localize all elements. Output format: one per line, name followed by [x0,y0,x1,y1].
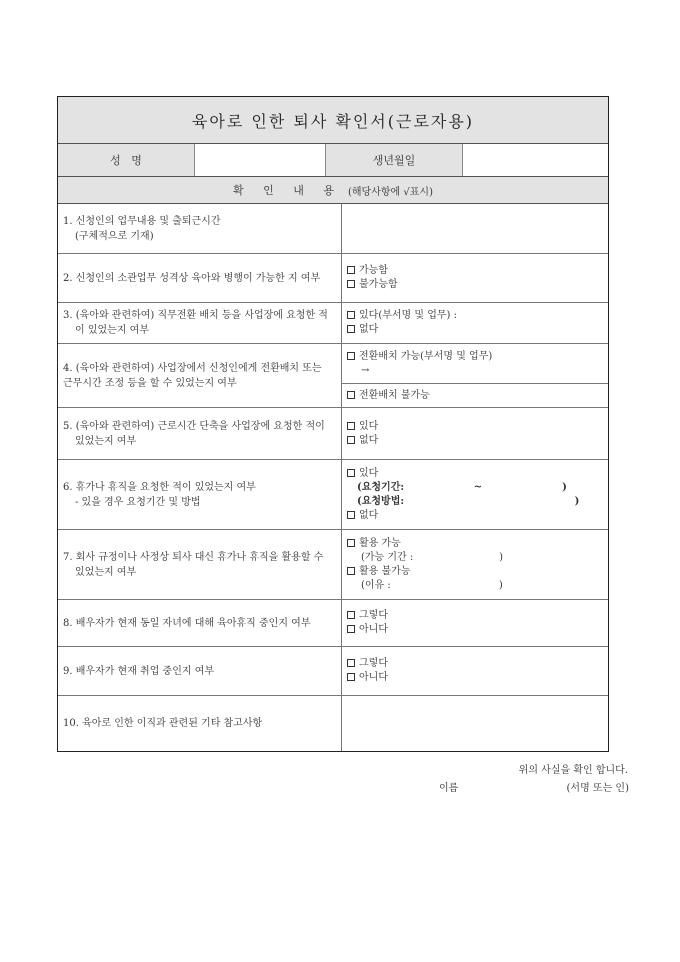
checkbox[interactable] [347,673,355,681]
section-header [58,177,608,204]
checkbox[interactable] [347,266,355,274]
request-method-field[interactable]: (요청방법: ) [357,495,580,507]
checkbox[interactable] [347,352,355,360]
answer-cell [342,254,608,302]
question-line: 1. 신청인의 업무내용 및 출퇴근시간 [63,215,221,227]
option-label: 불가능함 [359,279,398,290]
checkbox[interactable] [347,625,355,633]
answer-cell [342,460,608,529]
question-text [58,204,342,253]
question-text [58,600,342,646]
option-label: 활용 불가능 [359,565,411,577]
answer-cell [342,303,608,343]
option-yes[interactable] [347,657,603,671]
birthdate-field[interactable] [463,144,608,176]
question-text [58,460,342,529]
option-label: 전환배치 불가능 [359,389,430,401]
option-label: 아니다 [359,624,388,635]
question-row-3 [58,303,608,344]
question-row-8 [58,600,608,647]
option-not-usable[interactable] [347,565,603,579]
section-label: 확 인 내 용 [233,184,342,197]
form-title: 육아로 인한 퇴사 확인서(근로자용) [58,97,608,144]
answer-field-10[interactable] [342,696,608,751]
confirmation-form [57,96,609,752]
applicant-info-row [58,144,608,177]
question-line: 2. 신청인의 소관업무 성격상 육아와 병행이 가능한 지 여부 [63,272,321,284]
reason-field[interactable]: (이유 : ) [361,579,503,591]
answer-cell [342,600,608,646]
option-no[interactable] [347,323,603,337]
option-label: 활용 가능 [359,537,401,549]
question-row-10 [58,696,608,751]
question-row-7 [58,530,608,600]
question-line: 있었는지 여부 [75,435,137,447]
question-row-9 [58,647,608,696]
question-line: 3. (육아와 관련하여) 직무전환 배치 등을 사업장에 요청한 적 [63,310,328,321]
checkbox[interactable] [347,611,355,619]
checkbox[interactable] [347,511,355,519]
possible-period-field[interactable]: (가능 기간 : ) [361,551,503,563]
question-text [58,344,342,407]
question-text [58,696,342,751]
option-yes[interactable] [347,420,603,434]
option-label: 있다 [359,420,379,432]
option-usable[interactable] [347,537,603,551]
question-line: (구체적으로 기재) [75,230,154,242]
option-label: 그렇다 [359,658,388,669]
birthdate-label: 생년월일 [326,144,463,176]
confirmation-statement: 위의 사실을 확인 합니다. [518,765,628,776]
checkbox[interactable] [347,422,355,430]
section-note: (해당사항에 √표시) [348,186,433,198]
question-line: 6. 휴가나 휴직을 요청한 적이 있었는지 여부 [63,481,256,493]
question-text [58,408,342,459]
checkbox[interactable] [347,539,355,547]
option-yes[interactable] [347,309,603,323]
option-label: 아니다 [359,672,388,683]
request-period-field[interactable]: (요청기간: ~ ) [357,481,567,493]
checkbox[interactable] [347,391,355,399]
option-label: 없다 [359,434,379,446]
question-line: 10. 육아로 인한 이직과 관련된 기타 참고사항 [63,718,263,729]
checkbox[interactable] [347,567,355,575]
checkbox[interactable] [347,436,355,444]
question-text [58,303,342,343]
option-no[interactable] [347,671,603,685]
option-label: 있다 [359,467,379,479]
question-line: 7. 회사 규정이나 사정상 퇴사 대신 휴가나 휴직을 활용할 수 [63,551,324,563]
question-line: 근무시간 조정 등을 할 수 있었는지 여부 [63,377,237,389]
signer-name-label: 이름 [439,783,459,794]
option-label: 전환배치 가능(부서명 및 업무) [359,350,493,362]
question-text [58,254,342,302]
question-line: 9. 배우자가 현재 취업 중인지 여부 [63,665,215,677]
answer-part [342,384,608,407]
question-text [58,530,342,599]
question-row-2 [58,254,608,303]
question-line: 8. 배우자가 현재 동일 자녀에 대해 육아휴직 중인지 여부 [63,617,311,629]
option-possible[interactable] [347,264,603,278]
signature-label[interactable]: (서명 또는 인) [566,783,629,794]
option-yes[interactable] [347,609,603,623]
option-label: 있다(부서명 및 업무) : [359,310,457,321]
option-label: 가능함 [359,265,388,276]
option-label: 없다 [359,509,379,521]
question-row-5 [58,408,608,460]
checkbox[interactable] [347,659,355,667]
question-line: 있었는지 여부 [75,566,137,578]
option-label: 그렇다 [359,610,388,621]
checkbox[interactable] [347,311,355,319]
question-row-4 [58,344,608,408]
checkbox[interactable] [347,469,355,477]
option-transfer-possible[interactable] [347,350,603,364]
question-row-6 [58,460,608,530]
question-text [58,647,342,695]
checkbox[interactable] [347,280,355,288]
answer-part [342,344,608,384]
option-no[interactable] [347,623,603,637]
name-label: 성 명 [58,144,195,176]
answer-cell [342,408,608,459]
question-line: - 있을 경우 요청기간 및 방법 [75,496,201,508]
answer-cell [342,647,608,695]
answer-cell [342,530,608,599]
option-no[interactable] [347,434,603,448]
question-line: 4. (육아와 관련하여) 사업장에서 신청인에게 전환배치 또는 [63,362,322,374]
question-row-1 [58,204,608,254]
arrow-icon: → [361,364,370,376]
option-yes[interactable] [347,467,603,481]
question-line: 5. (육아와 관련하여) 근로시간 단축을 사업장에 요청한 적이 [63,420,325,432]
option-no[interactable] [347,509,603,523]
option-label: 없다 [359,324,379,335]
question-line: 이 있었는지 여부 [75,325,149,336]
option-transfer-impossible[interactable] [347,389,603,403]
option-impossible[interactable] [347,278,603,292]
answer-cell [342,344,608,407]
name-field[interactable] [195,144,326,176]
answer-field-1[interactable] [342,204,608,253]
checkbox[interactable] [347,325,355,333]
